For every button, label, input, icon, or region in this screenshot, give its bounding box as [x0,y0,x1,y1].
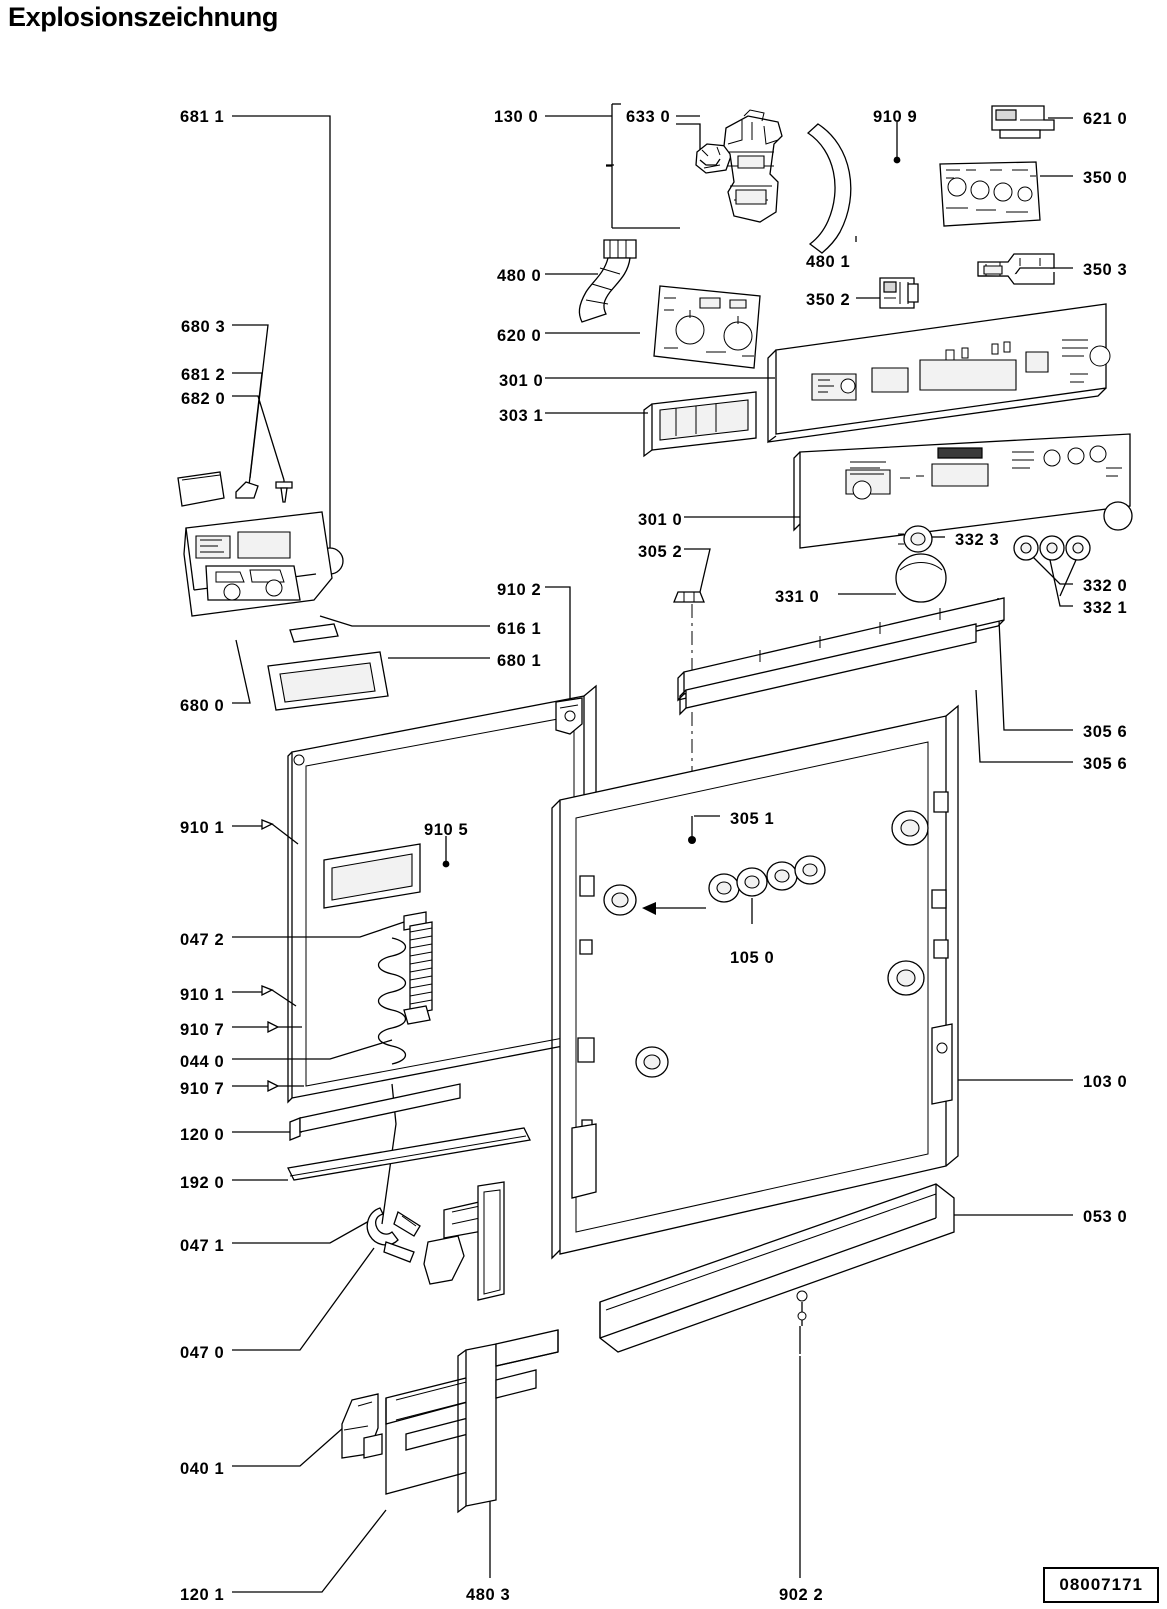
page-title: Explosionszeichnung [8,2,278,32]
part-label-910-1-a: 910 1 [180,819,225,837]
part-label-910-9: 910 9 [873,108,918,126]
part-label-047-0: 047 0 [180,1344,225,1362]
part-label-040-1: 040 1 [180,1460,225,1478]
part-label-305-6-b: 305 6 [1083,755,1128,773]
part-label-105-0: 105 0 [730,949,775,967]
part-label-680-0: 680 0 [180,697,225,715]
part-label-332-3: 332 3 [955,531,1000,549]
part-label-301-0-top: 301 0 [499,372,544,390]
part-label-620-0: 620 0 [497,327,542,345]
part-label-680-1: 680 1 [497,652,542,670]
part-label-332-0: 332 0 [1083,577,1128,595]
part-label-681-1: 681 1 [180,108,225,126]
part-label-910-5: 910 5 [424,821,469,839]
part-label-681-2: 681 2 [181,366,226,384]
part-label-682-0: 682 0 [181,390,226,408]
part-label-633-0: 633 0 [626,108,671,126]
part-label-350-0: 350 0 [1083,169,1128,187]
part-label-910-1-b: 910 1 [180,986,225,1004]
part-label-350-3: 350 3 [1083,261,1128,279]
part-label-350-2: 350 2 [806,291,851,309]
part-label-480-0: 480 0 [497,267,542,285]
part-label-120-0: 120 0 [180,1126,225,1144]
part-label-902-2: 902 2 [779,1586,824,1604]
part-label-305-6-a: 305 6 [1083,723,1128,741]
part-label-616-1: 616 1 [497,620,542,638]
part-label-130-0: 130 0 [494,108,539,126]
part-label-480-3: 480 3 [466,1586,511,1604]
drawing-number-box: 08007171 [1043,1567,1159,1603]
part-label-305-1: 305 1 [730,810,775,828]
part-label-103-0: 103 0 [1083,1073,1128,1091]
part-label-120-1: 120 1 [180,1586,225,1604]
part-label-047-2: 047 2 [180,931,225,949]
part-label-680-3: 680 3 [181,318,226,336]
part-label-047-1: 047 1 [180,1237,225,1255]
part-label-053-0: 053 0 [1083,1208,1128,1226]
part-label-621-0: 621 0 [1083,110,1128,128]
part-label-910-7-b: 910 7 [180,1080,225,1098]
part-label-192-0: 192 0 [180,1174,225,1192]
part-label-305-2: 305 2 [638,543,683,561]
part-label-910-7-a: 910 7 [180,1021,225,1039]
part-label-301-0-bottom: 301 0 [638,511,683,529]
part-label-303-1: 303 1 [499,407,544,425]
part-label-910-2: 910 2 [497,581,542,599]
part-label-480-1: 480 1 [806,253,851,271]
part-label-332-1: 332 1 [1083,599,1128,617]
part-label-044-0: 044 0 [180,1053,225,1071]
part-label-331-0: 331 0 [775,588,820,606]
